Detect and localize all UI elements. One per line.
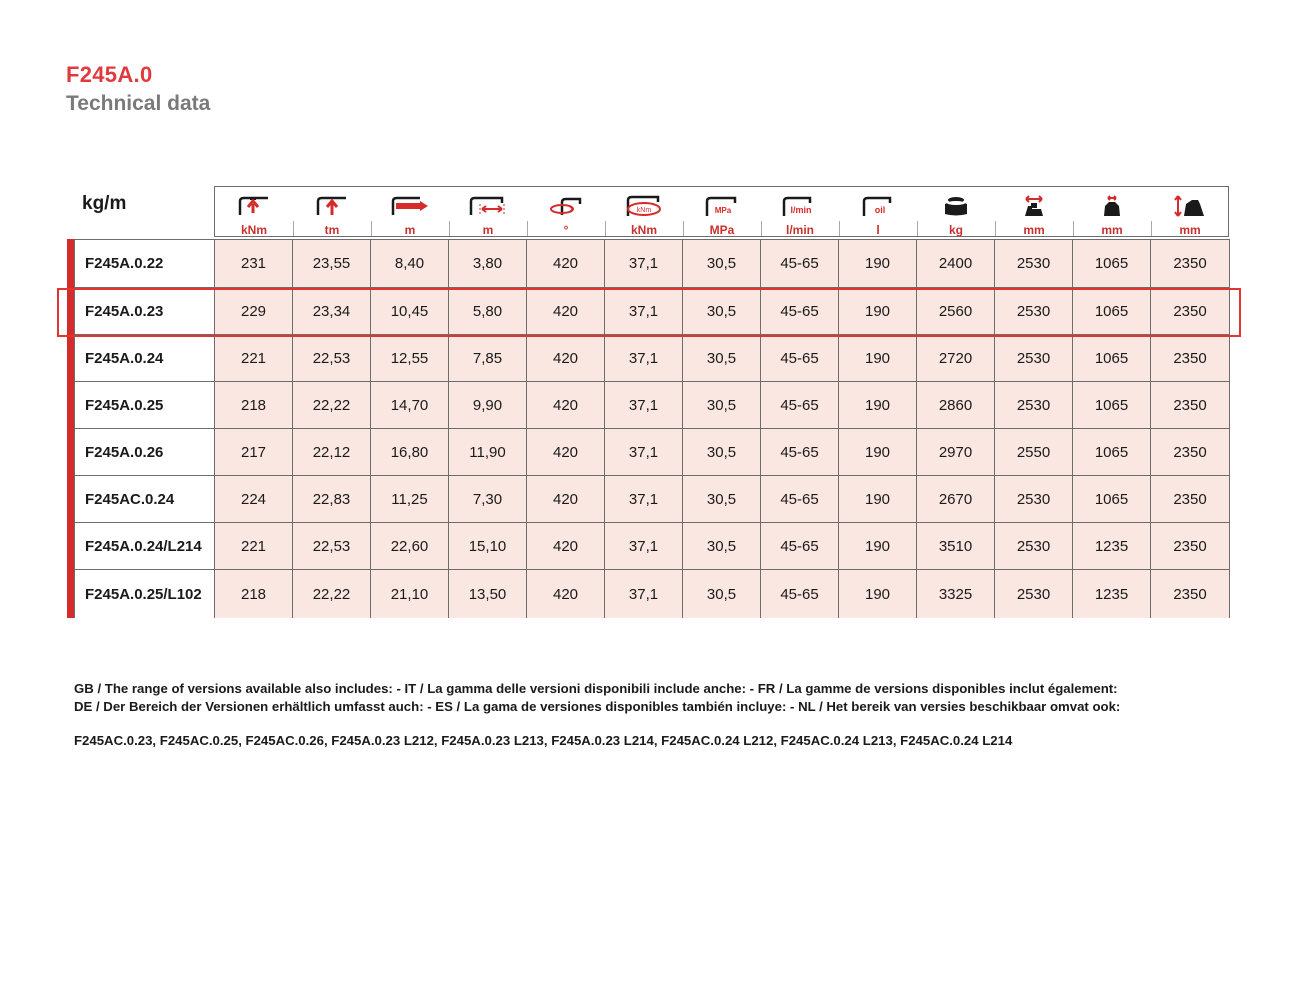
table-header bbox=[214, 186, 1229, 237]
table-cell: 45-65 bbox=[761, 523, 839, 570]
table-cell: 10,45 bbox=[371, 288, 449, 335]
table-cell: 218 bbox=[215, 570, 293, 618]
table-cell: 8,40 bbox=[371, 240, 449, 287]
table-cell: 2530 bbox=[995, 288, 1073, 335]
table-cell: 2350 bbox=[1151, 382, 1229, 429]
table-cell: 22,53 bbox=[293, 335, 371, 382]
column-unit: ° bbox=[563, 223, 569, 237]
table-cell: 9,90 bbox=[449, 382, 527, 429]
column-unit: mm bbox=[1179, 223, 1201, 237]
table-cell: 190 bbox=[839, 523, 917, 570]
table-cell: 221 bbox=[215, 335, 293, 382]
note-line: GB / The range of versions available also includes: - IT / La gamma delle versioni disponibili include anche: - FR / La gamme de versions disponibles inclut également: bbox=[74, 681, 1118, 696]
table-cell: 2350 bbox=[1151, 570, 1229, 618]
table-cell: 1235 bbox=[1073, 523, 1151, 570]
table-cell: 224 bbox=[215, 476, 293, 523]
table-cell: 420 bbox=[527, 523, 605, 570]
table-row[interactable] bbox=[75, 287, 1229, 335]
table-cell: 2550 bbox=[995, 429, 1073, 476]
column-unit: kNm bbox=[240, 223, 267, 237]
table-cell: 45-65 bbox=[761, 288, 839, 335]
table-cell: 229 bbox=[215, 288, 293, 335]
table-cell: 30,5 bbox=[683, 570, 761, 618]
table-cell: 22,53 bbox=[293, 523, 371, 570]
page-subtitle: Technical data bbox=[66, 92, 211, 115]
slewing-torque-label: kNm bbox=[636, 207, 652, 214]
model-name: F245A.0.26 bbox=[75, 429, 215, 476]
table-cell: 15,10 bbox=[449, 523, 527, 570]
table-cell: 22,12 bbox=[293, 429, 371, 476]
table-cell: 21,10 bbox=[371, 570, 449, 618]
crane-height-icon bbox=[1151, 194, 1229, 218]
table-cell: 3,80 bbox=[449, 240, 527, 287]
table-cell: 37,1 bbox=[605, 429, 683, 476]
model-name: F245A.0.23 bbox=[75, 288, 215, 335]
table-cell: 1065 bbox=[1073, 476, 1151, 523]
model-name: F245A.0.25 bbox=[75, 382, 215, 429]
versions-list: F245AC.0.23, F245AC.0.25, F245AC.0.26, F245A.0.23 L212, F245A.0.23 L213, F245A.0.23 L214, F245AC.0.24 L212, F245AC.0.24 L213, F245AC.0.24 L214 bbox=[74, 733, 1013, 748]
manual-outreach-icon bbox=[449, 194, 527, 218]
oil-tank-label: oil bbox=[874, 205, 886, 215]
table-cell: 45-65 bbox=[761, 382, 839, 429]
table-cell: 420 bbox=[527, 288, 605, 335]
table-cell: 2670 bbox=[917, 476, 995, 523]
table-cell: 37,1 bbox=[605, 382, 683, 429]
table-cell: 37,1 bbox=[605, 240, 683, 287]
table-cell: 7,30 bbox=[449, 476, 527, 523]
model-name: F245A.0.25/L102 bbox=[75, 570, 215, 618]
table-cell: 1065 bbox=[1073, 240, 1151, 287]
table-cell: 231 bbox=[215, 240, 293, 287]
table-cell: 14,70 bbox=[371, 382, 449, 429]
table-cell: 2530 bbox=[995, 570, 1073, 618]
table-cell: 190 bbox=[839, 382, 917, 429]
table-cell: 37,1 bbox=[605, 335, 683, 382]
lifting-capacity-icon bbox=[293, 194, 371, 218]
model-name: F245AC.0.24 bbox=[75, 476, 215, 523]
table-cell: 190 bbox=[839, 288, 917, 335]
table-cell: 16,80 bbox=[371, 429, 449, 476]
model-name: F245A.0.24/L214 bbox=[75, 523, 215, 570]
table-cell: 190 bbox=[839, 570, 917, 618]
table-cell: 3325 bbox=[917, 570, 995, 618]
table-cell: 190 bbox=[839, 240, 917, 287]
table-cell: 45-65 bbox=[761, 476, 839, 523]
table-cell: 37,1 bbox=[605, 288, 683, 335]
table-cell: 22,22 bbox=[293, 570, 371, 618]
table-cell: 190 bbox=[839, 429, 917, 476]
column-unit: MPa bbox=[709, 223, 735, 237]
installation-space-icon bbox=[1073, 194, 1151, 218]
table-cell: 190 bbox=[839, 335, 917, 382]
column-unit: tm bbox=[324, 223, 340, 237]
table-cell: 420 bbox=[527, 240, 605, 287]
table-cell: 1065 bbox=[1073, 382, 1151, 429]
working-pressure-icon bbox=[683, 194, 761, 218]
slewing-torque-icon bbox=[605, 194, 683, 218]
table-cell: 2530 bbox=[995, 240, 1073, 287]
table-cell: 1065 bbox=[1073, 288, 1151, 335]
table-cell: 7,85 bbox=[449, 335, 527, 382]
table-cell: 2350 bbox=[1151, 240, 1229, 287]
table-cell: 3510 bbox=[917, 523, 995, 570]
table-cell: 1065 bbox=[1073, 335, 1151, 382]
table-cell: 218 bbox=[215, 382, 293, 429]
table-cell: 22,83 bbox=[293, 476, 371, 523]
table-cell: 420 bbox=[527, 429, 605, 476]
table-cell: 13,50 bbox=[449, 570, 527, 618]
note-line: DE / Der Bereich der Versionen erhältlich umfasst auch: - ES / La gama de versiones disponibles también incluye: - NL / Het bereik van versies beschikbaar omvat ook: bbox=[74, 699, 1121, 714]
weight-icon bbox=[917, 194, 995, 218]
column-unit: mm bbox=[1023, 223, 1045, 237]
table-row[interactable] bbox=[75, 569, 1229, 618]
table-cell: 5,80 bbox=[449, 288, 527, 335]
table-cell: 45-65 bbox=[761, 429, 839, 476]
table-cell: 30,5 bbox=[683, 523, 761, 570]
table-cell: 190 bbox=[839, 476, 917, 523]
table-cell: 2350 bbox=[1151, 523, 1229, 570]
table-cell: 11,25 bbox=[371, 476, 449, 523]
lifting-moment-icon bbox=[215, 194, 293, 218]
table-cell: 2530 bbox=[995, 382, 1073, 429]
column-unit: m bbox=[404, 223, 416, 237]
table-cell: 11,90 bbox=[449, 429, 527, 476]
column-unit: l/min bbox=[785, 223, 814, 237]
table-cell: 30,5 bbox=[683, 429, 761, 476]
table-cell: 1235 bbox=[1073, 570, 1151, 618]
versions-note bbox=[74, 680, 1120, 716]
table-row[interactable] bbox=[75, 428, 1229, 476]
table-cell: 23,34 bbox=[293, 288, 371, 335]
table-cell: 22,60 bbox=[371, 523, 449, 570]
pump-flow-icon bbox=[761, 194, 839, 218]
table-cell: 2860 bbox=[917, 382, 995, 429]
table-cell: 217 bbox=[215, 429, 293, 476]
table-cell: 30,5 bbox=[683, 288, 761, 335]
oil-tank-icon bbox=[839, 194, 917, 218]
table-row[interactable] bbox=[75, 240, 1229, 287]
table-cell: 420 bbox=[527, 382, 605, 429]
table-cell: 30,5 bbox=[683, 335, 761, 382]
model-name: F245A.0.24 bbox=[75, 335, 215, 382]
table-cell: 420 bbox=[527, 476, 605, 523]
working-pressure-label: MPa bbox=[714, 206, 732, 215]
table-cell: 420 bbox=[527, 570, 605, 618]
data-table bbox=[74, 239, 1230, 618]
table-cell: 45-65 bbox=[761, 240, 839, 287]
table-cell: 2350 bbox=[1151, 429, 1229, 476]
column-unit: l bbox=[876, 223, 880, 237]
table-cell: 37,1 bbox=[605, 570, 683, 618]
slewing-angle-icon bbox=[527, 194, 605, 218]
hydraulic-outreach-icon bbox=[371, 194, 449, 218]
table-cell: 37,1 bbox=[605, 476, 683, 523]
table-row[interactable] bbox=[75, 475, 1229, 523]
model-name: F245A.0.22 bbox=[75, 240, 215, 287]
table-cell: 30,5 bbox=[683, 240, 761, 287]
table-cell: 2400 bbox=[917, 240, 995, 287]
page-title: F245A.0 bbox=[66, 62, 153, 87]
table-cell: 2530 bbox=[995, 335, 1073, 382]
table-cell: 23,55 bbox=[293, 240, 371, 287]
table-row[interactable] bbox=[75, 522, 1229, 570]
table-cell: 45-65 bbox=[761, 570, 839, 618]
table-cell: 2350 bbox=[1151, 335, 1229, 382]
table-cell: 420 bbox=[527, 335, 605, 382]
table-cell: 2970 bbox=[917, 429, 995, 476]
table-cell: 45-65 bbox=[761, 335, 839, 382]
table-cell: 22,22 bbox=[293, 382, 371, 429]
table-cell: 221 bbox=[215, 523, 293, 570]
table-accent-bar bbox=[67, 239, 74, 618]
column-unit: kg bbox=[948, 223, 963, 237]
table-cell: 2350 bbox=[1151, 288, 1229, 335]
column-unit: kNm bbox=[630, 223, 657, 237]
table-cell: 30,5 bbox=[683, 382, 761, 429]
pump-flow-label: l/min bbox=[790, 205, 812, 215]
table-cell: 12,55 bbox=[371, 335, 449, 382]
table-cell: 2350 bbox=[1151, 476, 1229, 523]
table-cell: 1065 bbox=[1073, 429, 1151, 476]
column-unit: m bbox=[482, 223, 494, 237]
table-cell: 2530 bbox=[995, 476, 1073, 523]
table-cell: 2530 bbox=[995, 523, 1073, 570]
table-cell: 30,5 bbox=[683, 476, 761, 523]
table-row[interactable] bbox=[75, 334, 1229, 382]
table-row[interactable] bbox=[75, 381, 1229, 429]
unit-label: kg/m bbox=[82, 193, 127, 214]
table-cell: 2560 bbox=[917, 288, 995, 335]
table-cell: 2720 bbox=[917, 335, 995, 382]
stabilizer-width-icon bbox=[995, 194, 1073, 218]
table-cell: 37,1 bbox=[605, 523, 683, 570]
column-unit: mm bbox=[1101, 223, 1123, 237]
